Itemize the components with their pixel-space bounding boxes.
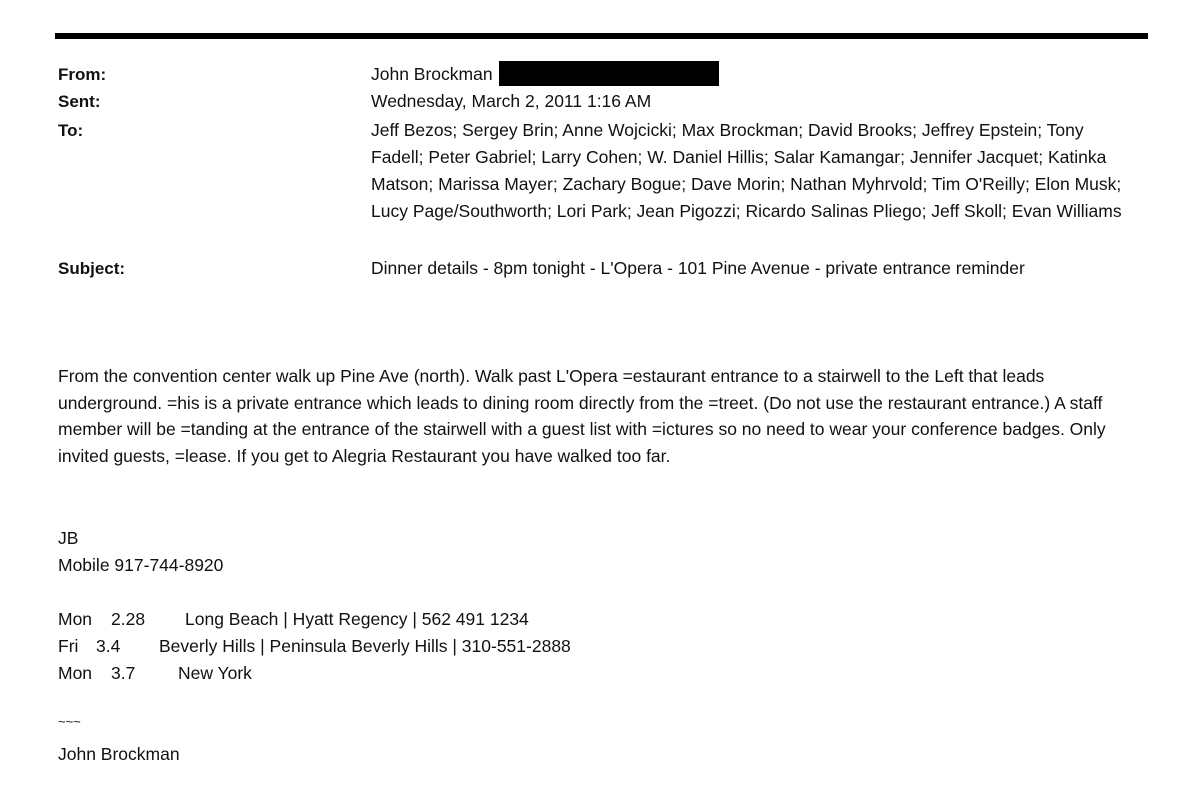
signature-mobile: Mobile 917-744-8920 [58,555,224,575]
schedule-date: 2.28 [111,609,146,629]
schedule-date: 3.7 [111,663,136,683]
redaction-box [499,61,719,86]
top-rule [55,33,1148,39]
from-name: John Brockman [371,64,493,84]
signature-name: John Brockman [58,744,180,764]
sent-value: Wednesday, March 2, 2011 1:16 AM [371,91,652,111]
sent-label: Sent: [58,92,101,111]
signature-initials: JB [58,528,79,548]
schedule-day: Mon [58,609,93,629]
to-label: To: [58,121,84,140]
schedule-detail: Long Beach | Hyatt Regency | 562 491 1234 [185,609,529,629]
signature-separator: ~~~ [58,714,81,729]
schedule-day: Fri [58,636,79,656]
to-value: Jeff Bezos; Sergey Brin; Anne Wojcicki; Max Brockman; David Brooks; Jeffrey Epstein; Tony Fadell; Peter Gabriel; Larry Cohen; W. Daniel Hillis; Salar Kamangar; Jennifer Jacquet; Katinka Matson; Marissa Mayer; Zachary Bogue; Dave Morin; Nathan Myhrvold; Tim O'Reilly; Elon Musk; Lucy Page/Southworth; Lori Park; Jean Pigozzi; Ricardo Salinas Pliego; Jeff Skoll; Evan Williams [371,120,1122,221]
subject-label: Subject: [58,259,126,278]
schedule-day: Mon [58,663,93,683]
body-paragraph: From the convention center walk up Pine Ave (north). Walk past L'Opera =estaurant entrance to a stairwell to the Left that leads underground. =his is a private entrance which leads to dining room directly from the =treet. (Do not use the restaurant entrance.) A staff member will be =tanding at the entrance of the stairwell with a guest list with =ictures so no need to wear your conference badges. Only invited guests, =lease. If you get to Alegria Restaurant you have walked too far. [58,366,1106,467]
subject-value: Dinner details - 8pm tonight - L'Opera - 101 Pine Avenue - private entrance reminder [371,258,1025,278]
schedule-date: 3.4 [96,636,121,656]
schedule-detail: Beverly Hills | Peninsula Beverly Hills | 310-551-2888 [159,636,571,656]
from-label: From: [58,65,107,84]
schedule-detail: New York [178,663,252,683]
from-value [371,61,1136,88]
